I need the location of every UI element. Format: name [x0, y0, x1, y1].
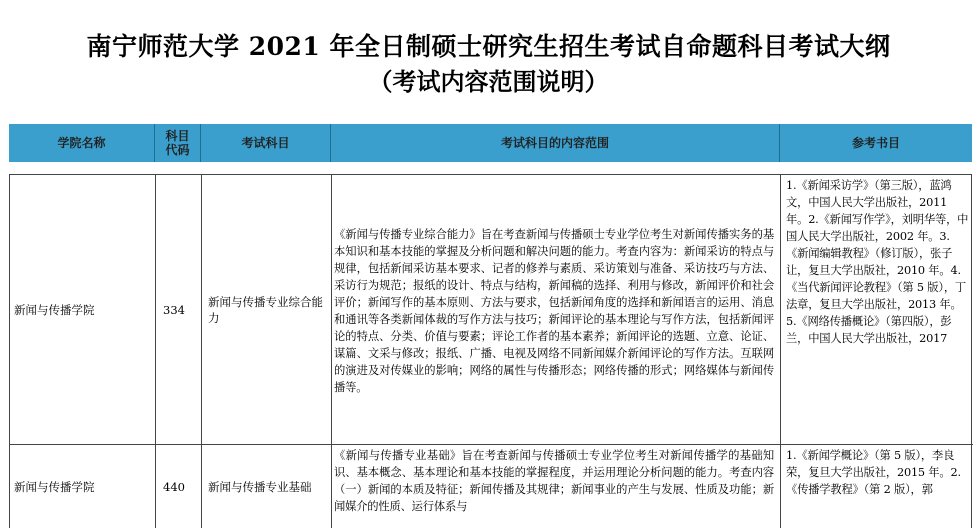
header-scope: 考试科目的内容范围 — [331, 124, 780, 162]
cell-scope: 《新闻与传播专业综合能力》旨在考查新闻与传播硕士专业学位考生对新闻传播实务的基本知识和基本技能的掌握及分析问题和解决问题的能力。考查内容为：新闻采访的特点与规律，包括新闻采访基本要求、记者的修养与素质、采访策划与准备、采访技巧与方法、采访行为规范；报纸的设计、特点与结构，新闻稿的选择、利用与修改，新闻评价和社会评价；新闻写作的基本原则、方法与要求，包括新闻角度的选择和新闻语言的运用、消息和通讯等各类新闻体裁的写作方法与技巧；新闻评论的基本理论与写作方法，包括新闻评论的特点、分类、价值与要素；评论工作者的基本素养；新闻评论的选题、立意、论证、谋篇、文采与修改；报纸、广播、电视及网络不同新闻媒介新闻评论的写作方法。互联网的演进及对传媒业的影响；网络的属性与传播形态；网络传播的形式；网络媒体与新闻传播等。 — [332, 175, 781, 444]
document-header — [0, 30, 977, 98]
header-college: 学院名称 — [9, 124, 155, 162]
cell-college: 新闻与传播学院 — [10, 445, 156, 528]
header-subject: 考试科目 — [201, 124, 331, 162]
document-subtitle: （考试内容范围说明） — [368, 67, 609, 96]
cell-college: 新闻与传播学院 — [10, 175, 156, 444]
cell-code: 334 — [156, 175, 202, 444]
cell-scope: 《新闻与传播专业基础》旨在考查新闻与传播硕士专业学位考生对新闻传播学的基础知识、基本概念、基本理论和基本技能的掌握程度，并运用理论分析问题的能力。考查内容（一）新闻的本质及特征；新闻传播及其规律；新闻事业的产生与发展、性质及功能；新闻媒介的性质、运行体系与 — [332, 445, 781, 528]
cell-code: 440 — [156, 445, 202, 528]
table-body — [9, 175, 972, 528]
table-header — [9, 124, 972, 162]
table-row — [10, 175, 973, 444]
cell-subject: 新闻与传播专业综合能力 — [202, 175, 332, 444]
cell-subject: 新闻与传播专业基础 — [202, 445, 332, 528]
header-books: 参考书目 — [851, 136, 900, 150]
header-code: 科目代码 — [155, 124, 201, 162]
document-title: 南宁师范大学 2021 年全日制硕士研究生招生考试自命题科目考试大纲 — [86, 32, 891, 61]
table-row — [10, 445, 973, 528]
cell-books: 1.《新闻学概论》（第 5 版），李良荣，复旦大学出版社，2015 年。2.《传播学教程》（第 2 版），郭 — [786, 449, 961, 496]
cell-books: 1.《新闻采访学》（第三版），蓝鸿文，中国人民大学出版社，2011 年。2.《新闻写作学》，刘明华等，中国人民大学出版社，2002 年。3.《新闻编辑教程》（修订版），张子让，复旦大学出版社，2010 年。4.《当代新闻评论教程》（第 5 版），丁法章，复旦大学出版社，2013 年。5.《网络传播概论》（第四版），彭兰，中国人民大学出版社，2017 — [786, 179, 969, 345]
